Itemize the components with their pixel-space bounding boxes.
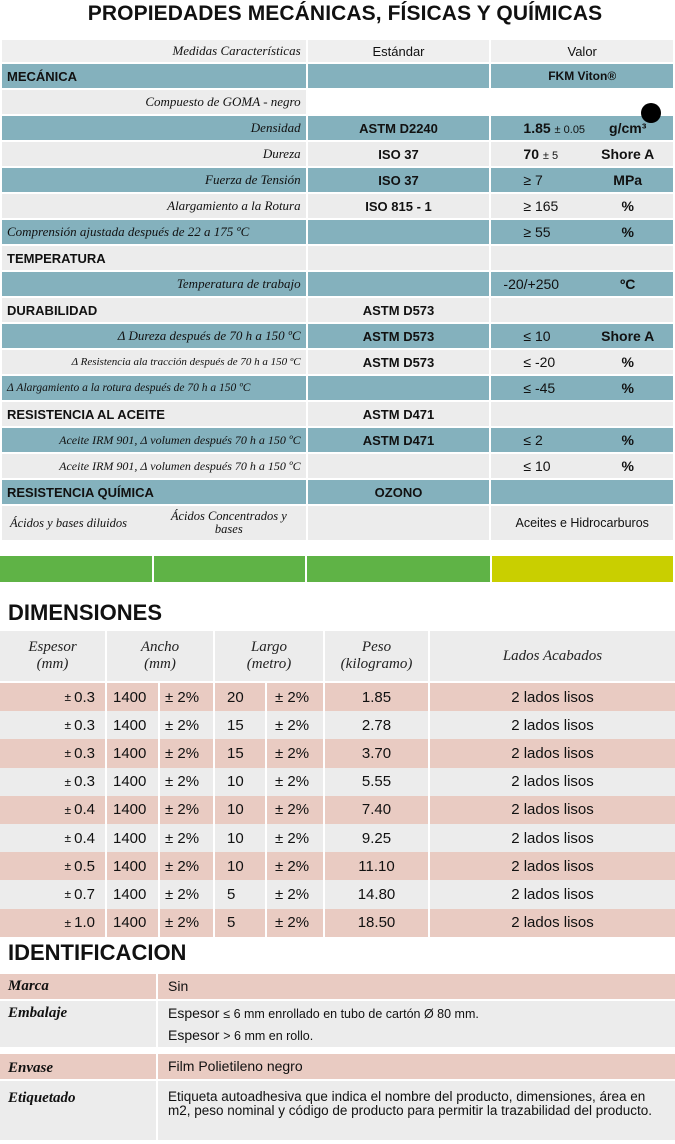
dur-dureza-std: ASTM D573 (308, 324, 490, 348)
largo-cell: 15 (215, 739, 267, 767)
ident-row-envase (0, 1054, 675, 1081)
largo-cell: 5 (215, 880, 267, 908)
section-durabilidad: DURABILIDAD (2, 298, 306, 322)
peso-cell: 5.55 (325, 768, 430, 796)
properties-table (0, 38, 675, 542)
aceite2-unit: % (621, 458, 634, 474)
etiquetado-key: Etiquetado (0, 1081, 158, 1140)
dur-alarg-val: ≤ -45 (523, 380, 556, 396)
dureza-tol: ± 5 (542, 150, 559, 162)
ancho-tol-cell: ± 2% (160, 739, 215, 767)
espesor-cell: ± 0.3 (0, 683, 107, 711)
page-title: PROPIEDADES MECÁNICAS, FÍSICAS Y QUÍMICAS (87, 2, 603, 25)
dureza-label: Dureza (2, 142, 306, 166)
envase-value: Film Polietileno negro (168, 1058, 303, 1074)
envase-key: Envase (0, 1054, 158, 1079)
densidad-std: ASTM D2240 (308, 116, 490, 140)
largo-cell: 20 (215, 683, 267, 711)
header-standard: Estándar (308, 40, 490, 62)
identification-table (0, 974, 675, 1142)
ancho-tol-cell: ± 2% (160, 683, 215, 711)
aceite2-val: ≤ 10 (523, 458, 551, 474)
trabajo-label: Temperatura de trabajo (2, 272, 306, 296)
dimension-row (0, 909, 675, 937)
dur-alarg-unit: % (621, 380, 634, 396)
tension-val: ≥ 7 (523, 172, 543, 188)
ancho-cell: 1400 (107, 739, 160, 767)
espesor-cell: ± 0.3 (0, 739, 107, 767)
largo-tol-cell: ± 2% (267, 768, 325, 796)
dur-resist-unit: % (621, 354, 634, 370)
ancho-cell: 1400 (107, 824, 160, 852)
bar-ozono (307, 556, 490, 582)
peso-cell: 18.50 (325, 909, 430, 937)
espesor-cell: ± 0.3 (0, 711, 107, 739)
dimension-row (0, 683, 675, 711)
bar-aceites (492, 556, 673, 582)
lados-cell: 2 lados lisos (511, 716, 594, 734)
header-espesor: Espesor (mm) (0, 631, 107, 681)
ancho-tol-cell: ± 2% (160, 909, 215, 937)
embalaje-l1b: ≤ 6 mm enrollado en tubo de cartón Ø 80 mm. (223, 1007, 479, 1021)
etiquetado-value: Etiqueta autoadhesiva que indica el nombre del producto, dimensiones, área en m2, peso nominal y código de producto para permitir la trazabilidad del producto. (168, 1089, 653, 1118)
lados-cell: 2 lados lisos (511, 773, 594, 791)
identificacion-title: IDENTIFICACION (8, 940, 187, 965)
ancho-cell: 1400 (107, 909, 160, 937)
quimica-std: OZONO (308, 480, 490, 504)
espesor-cell: ± 1.0 (0, 909, 107, 937)
trabajo-val: -20/+250 (503, 276, 560, 292)
densidad-unit: g/cm³ (609, 120, 647, 136)
ancho-cell: 1400 (107, 683, 160, 711)
espesor-cell: ± 0.4 (0, 796, 107, 824)
aceite-std: ASTM D471 (308, 402, 490, 426)
peso-cell: 2.78 (325, 711, 430, 739)
dimension-row (0, 796, 675, 824)
espesor-cell: ± 0.7 (0, 880, 107, 908)
dimension-row (0, 852, 675, 880)
lados-cell: 2 lados lisos (511, 744, 594, 762)
dimension-row (0, 824, 675, 852)
largo-tol-cell: ± 2% (267, 852, 325, 880)
black-color-swatch (641, 103, 661, 123)
chem-b: Ácidos Concentrados y bases (170, 509, 287, 536)
densidad-tol: ± 0.05 (554, 124, 586, 136)
dur-resist-val: ≤ -20 (523, 354, 556, 370)
ancho-tol-cell: ± 2% (160, 880, 215, 908)
trabajo-unit: ºC (620, 276, 636, 292)
section-temperatura: TEMPERATURA (2, 246, 306, 270)
header-peso: Peso (kilogramo) (325, 631, 430, 681)
marca-value: Sin (168, 978, 189, 994)
ancho-tol-cell: ± 2% (160, 796, 215, 824)
dur-dureza-val: ≤ 10 (523, 328, 551, 344)
alargamiento-val: ≥ 165 (523, 198, 559, 214)
peso-cell: 11.10 (325, 852, 430, 880)
aceite1-label: Aceite IRM 901, Δ volumen después 70 h a 150 ºC (2, 428, 306, 452)
densidad-val: 1.85 (523, 120, 551, 136)
lados-cell: 2 lados lisos (511, 857, 594, 875)
dimension-row (0, 711, 675, 739)
dimension-row (0, 739, 675, 767)
dimension-row (0, 768, 675, 796)
largo-cell: 10 (215, 824, 267, 852)
ancho-cell: 1400 (107, 768, 160, 796)
lados-cell: 2 lados lisos (511, 885, 594, 903)
aceite2-label: Aceite IRM 901, Δ volumen después 70 h a 150 ºC (2, 454, 306, 478)
dur-resist-label: Δ Resistencia ala tracción después de 70 h a 150 ºC (2, 350, 306, 374)
alargamiento-unit: % (621, 198, 634, 214)
ancho-cell: 1400 (107, 796, 160, 824)
dureza-std: ISO 37 (308, 142, 490, 166)
ancho-tol-cell: ± 2% (160, 768, 215, 796)
espesor-cell: ± 0.3 (0, 768, 107, 796)
embalaje-l1a: Espesor (168, 1005, 220, 1021)
dimensions-table (0, 631, 675, 937)
densidad-label: Densidad (2, 116, 306, 140)
aceite1-std: ASTM D471 (308, 428, 490, 452)
peso-cell: 14.80 (325, 880, 430, 908)
aceite1-val: ≤ 2 (523, 432, 543, 448)
largo-tol-cell: ± 2% (267, 824, 325, 852)
embalaje-key: Embalaje (0, 1001, 158, 1047)
bar-acidos-concentrados (154, 556, 305, 582)
embalaje-l2b: > 6 mm en rollo. (223, 1029, 314, 1043)
largo-cell: 5 (215, 909, 267, 937)
compresion-val: ≥ 55 (523, 224, 551, 240)
largo-tol-cell: ± 2% (267, 711, 325, 739)
marca-key: Marca (0, 974, 158, 999)
peso-cell: 1.85 (325, 683, 430, 711)
dur-alarg-label: Δ Alargamiento a la rotura después de 70 h a 150 ºC (2, 376, 306, 400)
tension-unit: MPa (613, 172, 643, 188)
tension-label: Fuerza de Tensión (2, 168, 306, 192)
espesor-cell: ± 0.4 (0, 824, 107, 852)
lados-cell: 2 lados lisos (511, 801, 594, 819)
lados-cell: 2 lados lisos (511, 688, 594, 706)
dimensiones-title: DIMENSIONES (8, 600, 163, 625)
ancho-cell: 1400 (107, 711, 160, 739)
section-mecanica: MECÁNICA (2, 64, 306, 88)
lados-cell: 2 lados lisos (511, 914, 594, 932)
ancho-cell: 1400 (107, 852, 160, 880)
largo-tol-cell: ± 2% (267, 880, 325, 908)
ident-row-embalaje (0, 1001, 675, 1049)
dimension-row (0, 880, 675, 908)
largo-cell: 10 (215, 768, 267, 796)
peso-cell: 3.70 (325, 739, 430, 767)
dur-dureza-label: Δ Dureza después de 70 h a 150 ºC (2, 324, 306, 348)
dureza-unit: Shore A (601, 146, 655, 162)
peso-cell: 9.25 (325, 824, 430, 852)
ancho-tol-cell: ± 2% (160, 711, 215, 739)
section-aceite: RESISTENCIA AL ACEITE (2, 402, 306, 426)
header-measure: Medidas Características (2, 40, 306, 62)
ancho-tol-cell: ± 2% (160, 852, 215, 880)
largo-tol-cell: ± 2% (267, 739, 325, 767)
compuesto-label: Compuesto de GOMA - negro (2, 90, 306, 114)
dur-resist-std: ASTM D573 (308, 350, 490, 374)
largo-cell: 10 (215, 852, 267, 880)
header-lados: Lados Acabados (502, 647, 603, 664)
chem-a: Ácidos y bases diluidos (10, 515, 128, 530)
largo-tol-cell: ± 2% (267, 909, 325, 937)
largo-cell: 10 (215, 796, 267, 824)
compresion-unit: % (621, 224, 634, 240)
alargamiento-label: Alargamiento a la Rotura (2, 194, 306, 218)
section-quimica: RESISTENCIA QUÍMICA (2, 480, 306, 504)
largo-cell: 15 (215, 711, 267, 739)
tension-std: ISO 37 (308, 168, 490, 192)
lados-cell: 2 lados lisos (511, 829, 594, 847)
dur-dureza-unit: Shore A (601, 328, 655, 344)
header-largo: Largo (metro) (215, 631, 325, 681)
embalaje-l2a: Espesor (168, 1027, 220, 1043)
largo-tol-cell: ± 2% (267, 796, 325, 824)
dureza-val: 70 (523, 146, 539, 162)
header-ancho: Ancho (mm) (107, 631, 215, 681)
largo-tol-cell: ± 2% (267, 683, 325, 711)
ident-row-marca (0, 974, 675, 1001)
resistance-bars (0, 556, 675, 582)
compresion-label: Comprensión ajustada después de 22 a 175 ºC (2, 220, 306, 244)
espesor-cell: ± 0.5 (0, 852, 107, 880)
ancho-tol-cell: ± 2% (160, 824, 215, 852)
peso-cell: 7.40 (325, 796, 430, 824)
alargamiento-std: ISO 815 - 1 (308, 194, 490, 218)
bar-acidos-diluidos (0, 556, 152, 582)
aceite1-unit: % (621, 432, 634, 448)
ancho-cell: 1400 (107, 880, 160, 908)
dimensions-header (0, 631, 675, 683)
ident-row-etiquetado (0, 1081, 675, 1142)
header-value: Valor (491, 40, 673, 62)
durabilidad-std: ASTM D573 (308, 298, 490, 322)
chem-c: Aceites e Hidrocarburos (491, 506, 673, 540)
material-name: FKM Viton® (491, 64, 673, 88)
